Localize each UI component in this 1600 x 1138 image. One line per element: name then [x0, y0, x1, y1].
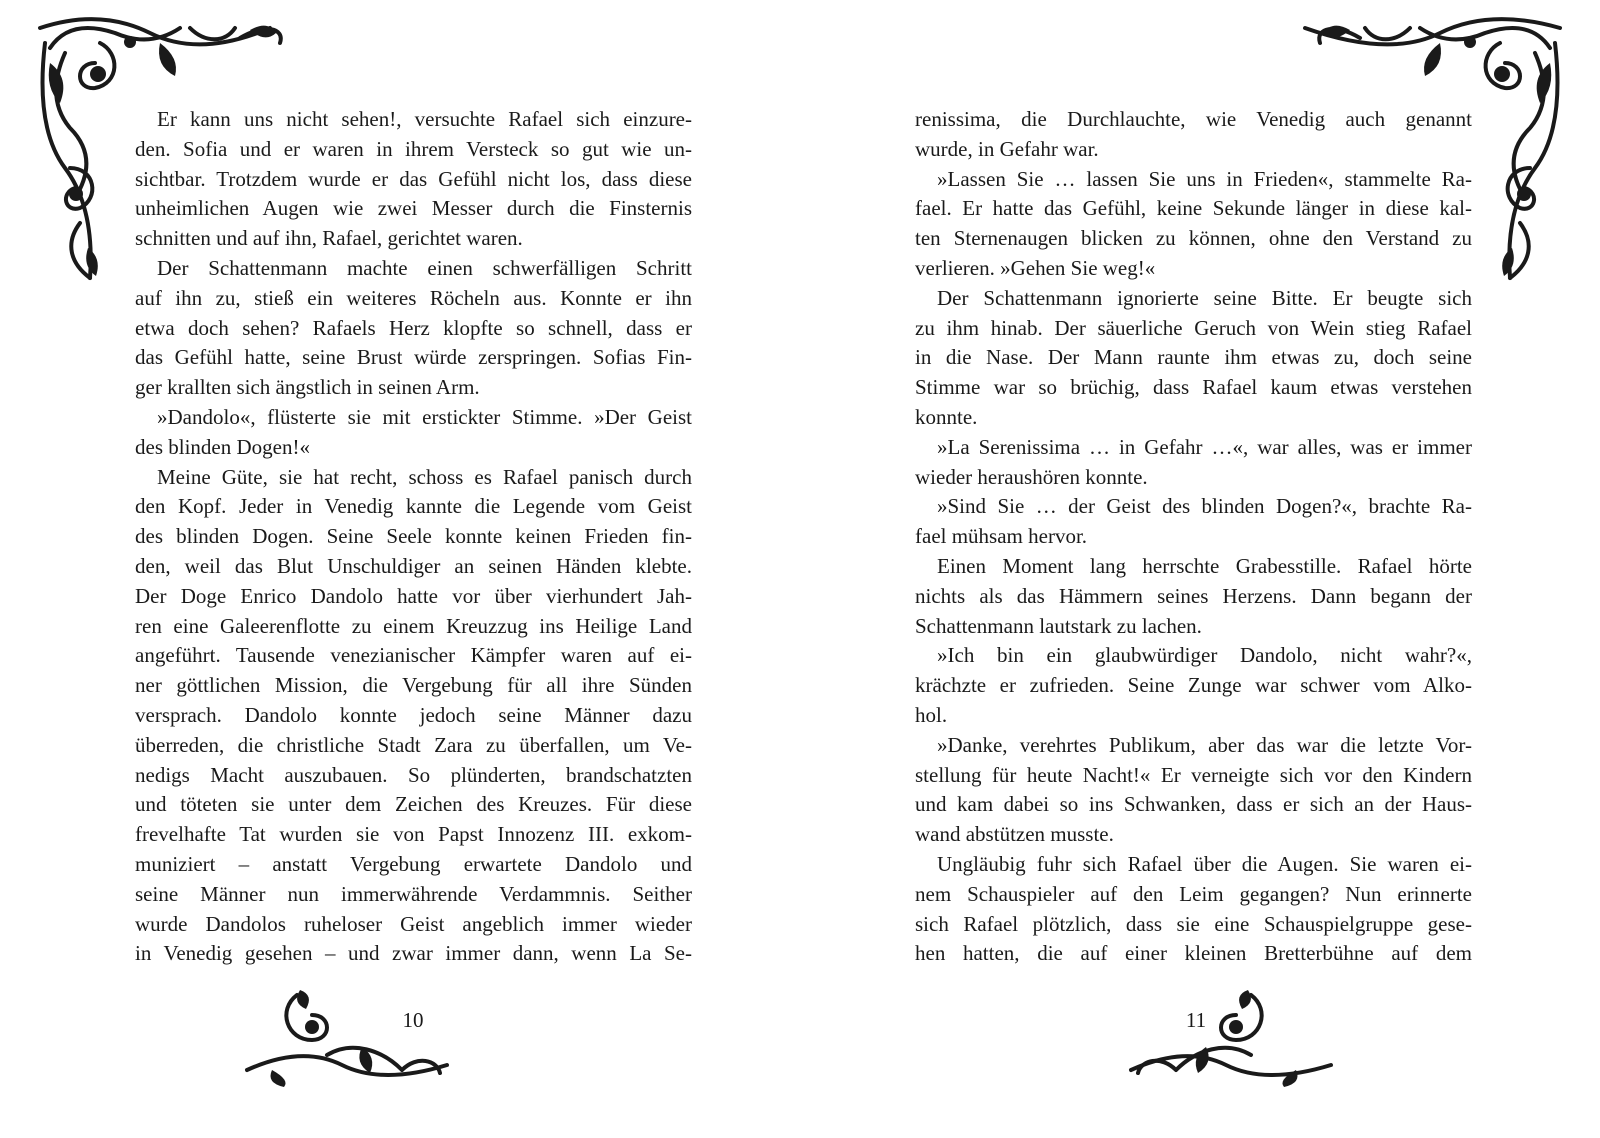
text-line: »La Serenissima … in Gefahr …«, war alles, was er immer	[937, 434, 1472, 459]
text-line: den, weil das Blut Unschuldiger an seinen Händen klebte.	[135, 553, 692, 578]
text-line: sich Rafael plötzlich, dass sie eine Schauspielgruppe gese-	[915, 911, 1472, 936]
text-line: »Dandolo«, flüsterte sie mit erstickter Stimme. »Der Geist	[157, 404, 692, 429]
page-number: 10	[402, 1008, 424, 1032]
text-line: wurde Dandolos ruheloser Geist angeblich immer wieder	[135, 911, 692, 936]
text-line: und kam dabei so ins Schwanken, dass er sich an der Haus-	[915, 792, 1472, 817]
text-line: Stimme war so brüchig, dass Rafael kaum etwas verstehen	[915, 375, 1472, 400]
text-line: des blinden Dogen. Seine Seele konnte keinen Frieden fin-	[135, 524, 692, 549]
text-line: nem Schauspieler auf den Leim gegangen? Nun erinnerte	[915, 881, 1472, 906]
text-line: ner göttlichen Mission, die Vergebung für all ihre Sünden	[135, 673, 692, 698]
text-line: fael. Er hatte das Gefühl, keine Sekunde länger in diese kal-	[915, 196, 1472, 221]
bottom-ornament-right	[1126, 985, 1336, 1090]
text-line: Der Schattenmann ignorierte seine Bitte. Er beugte sich	[937, 285, 1472, 310]
text-line: sichtbar. Trotzdem wurde er das Gefühl nicht los, dass diese	[135, 166, 692, 191]
text-line: Meine Güte, sie hat recht, schoss es Rafael panisch durch	[157, 464, 692, 489]
text-line: wand abstützen musste.	[915, 822, 1114, 847]
right-page	[800, 0, 1600, 1138]
text-line: Ungläubig fuhr sich Rafael über die Augen. Sie waren ei-	[937, 851, 1472, 876]
text-line: seine Männer nun immerwährende Verdammnis. Seither	[135, 881, 692, 906]
text-line: Schattenmann lautstark zu lachen.	[915, 613, 1202, 638]
text-line: »Lassen Sie … lassen Sie uns in Frieden«, stammelte Ra-	[937, 166, 1472, 191]
text-line: in Venedig gesehen – und zwar immer dann, wenn La Se-	[135, 941, 692, 966]
text-line: und töteten sie unter dem Zeichen des Kreuzes. Für diese	[135, 792, 692, 817]
text-line: »Danke, verehrtes Publikum, aber das war die letzte Vor-	[937, 732, 1472, 757]
text-line: wurde, in Gefahr war.	[915, 136, 1099, 161]
text-line: hen hatten, die auf einer kleinen Bretterbühne auf dem	[915, 941, 1472, 966]
text-line: den Kopf. Jeder in Venedig kannte die Legende vom Geist	[135, 494, 692, 519]
text-line: in die Nase. Der Mann raunte ihm etwas zu, doch seine	[915, 345, 1472, 370]
bottom-ornament-left	[242, 985, 452, 1090]
page-number: 11	[1185, 1008, 1207, 1032]
text-line: das Gefühl hatte, seine Brust würde zerspringen. Sofias Fin-	[135, 345, 692, 370]
text-line: hol.	[915, 702, 948, 727]
text-line: wieder heraushören konnte.	[915, 464, 1148, 489]
text-line: auf ihn zu, stieß ein weiteres Röcheln aus. Konnte er ihn	[135, 285, 692, 310]
text-line: Der Doge Enrico Dandolo hatte vor über vierhundert Jah-	[135, 583, 692, 608]
text-line: fael mühsam hervor.	[915, 524, 1088, 549]
text-line: nichts als das Hämmern seines Herzens. Dann begann der	[915, 583, 1472, 608]
left-page-text	[135, 105, 692, 969]
text-line: stellung für heute Nacht!« Er verneigte sich vor den Kindern	[915, 762, 1472, 787]
text-line: ren eine Galeerenflotte zu einem Kreuzzug ins Heilige Land	[135, 613, 692, 638]
text-line: Er kann uns nicht sehen!, versuchte Rafael sich einzure-	[157, 107, 692, 131]
text-line: den. Sofia und er waren in ihrem Versteck so gut wie un-	[135, 136, 692, 161]
text-line: »Ich bin ein glaubwürdiger Dandolo, nicht wahr?«,	[937, 643, 1472, 668]
text-line: verlieren. »Gehen Sie weg!«	[915, 255, 1156, 280]
text-line: muniziert – anstatt Vergebung erwartete Dandolo und	[135, 851, 692, 876]
text-line: ger krallten sich ängstlich in seinen Arm.	[135, 375, 480, 400]
text-line: konnte.	[915, 404, 978, 429]
text-line: überreden, die christliche Stadt Zara zu überfallen, um Ve-	[135, 732, 692, 757]
text-line: krächzte er zufrieden. Seine Zunge war schwer vom Alko-	[915, 673, 1472, 698]
text-line: schnitten und auf ihn, Rafael, gerichtet waren.	[135, 226, 523, 251]
text-line: Der Schattenmann machte einen schwerfälligen Schritt	[157, 255, 692, 280]
text-line: zu ihm hinab. Der säuerliche Geruch von Wein stieg Rafael	[915, 315, 1472, 340]
text-line: angeführt. Tausende venezianischer Kämpfer waren auf ei-	[135, 643, 692, 668]
text-line: des blinden Dogen!«	[135, 434, 310, 459]
right-page-text	[915, 105, 1472, 969]
text-line: nedigs Macht auszubauen. So plünderten, brandschatzten	[135, 762, 692, 787]
text-line: »Sind Sie … der Geist des blinden Dogen?«, brachte Ra-	[937, 494, 1472, 519]
text-line: ten Sternenaugen blicken zu können, ohne den Verstand zu	[915, 226, 1472, 251]
text-line: versprach. Dandolo konnte jedoch seine Männer dazu	[135, 702, 692, 727]
text-line: frevelhafte Tat wurden sie von Papst Innozenz III. exkom-	[135, 822, 692, 847]
text-line: renissima, die Durchlauchte, wie Venedig auch genannt	[915, 107, 1472, 131]
text-line: etwa doch sehen? Rafaels Herz klopfte so schnell, dass er	[135, 315, 692, 340]
text-line: unheimlichen Augen wie zwei Messer durch die Finsternis	[135, 196, 692, 221]
text-line: Einen Moment lang herrschte Grabesstille. Rafael hörte	[937, 553, 1472, 578]
